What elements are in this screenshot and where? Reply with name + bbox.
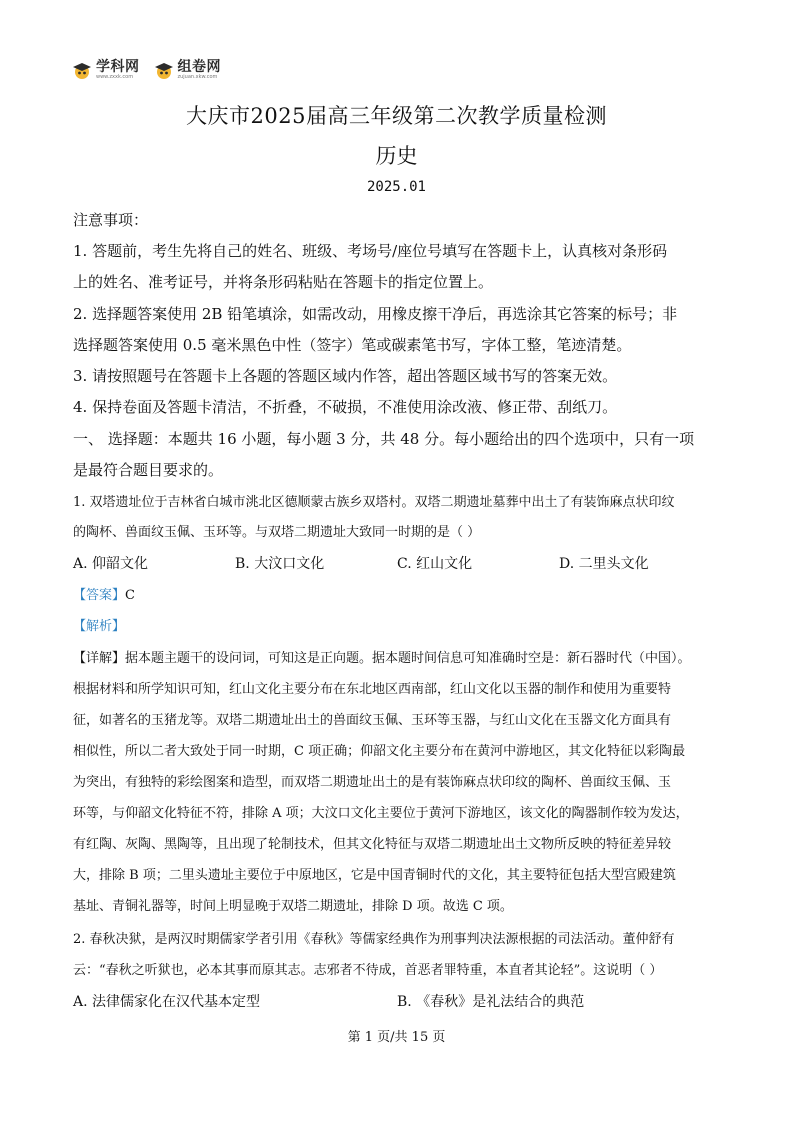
q2-stem: 2. 春秋决狱，是两汉时期儒家学者引用《春秋》等儒家经典作为刑事判决法源根据的司法活动。董仲舒有	[73, 932, 675, 947]
exam-title: 大庆市2025届高三年级第二次教学质量检测	[186, 104, 607, 128]
q1-detail-line: 基址、青铜礼器等，时间上明显晚于双塔二期遗址，排除 D 项。故选 C 项。	[73, 899, 513, 914]
analysis-label: 【解析】	[73, 619, 126, 634]
logo2-text: 组卷网	[177, 59, 221, 75]
q2-option-a: A. 法律儒家化在汉代基本定型	[73, 994, 261, 1010]
logo2-url: zujuan.xkw.com	[177, 74, 218, 80]
answer-label: 【答案】	[73, 588, 126, 603]
page-number: 第 1 页/共 15 页	[347, 1030, 446, 1045]
q1-detail-line: 为突出，有独特的彩绘图案和造型，而双塔二期遗址出土的是有装饰麻点状印纹的陶杯、兽面纹玉佩、玉	[73, 775, 672, 790]
notice-line: 2. 选择题答案使用 2B 铅笔填涂，如需改动，用橡皮擦干净后，再选涂其它答案的标号；非	[73, 305, 678, 323]
q1-detail-line: 大，排除 B 项；二里头遗址主要位于中原地区，它是中国青铜时代的文化，其主要特征包括大型宫殿建筑	[73, 868, 676, 883]
exam-subject: 历史	[375, 144, 418, 168]
exam-date: 2025.01	[366, 179, 426, 195]
zujuanwang-logo	[154, 60, 222, 80]
logo1-url: www.zxxk.com	[96, 74, 134, 80]
q1-option-c: C. 红山文化	[397, 556, 473, 572]
q1-detail-line: 环等，与仰韶文化特征不符，排除 A 项；大汶口文化主要位于黄河下游地区，该文化的陶器制作较为发达，	[73, 806, 689, 821]
answer-value: C	[125, 588, 135, 603]
notice-line: 1. 答题前，考生先将自己的姓名、班级、考场号/座位号填写在答题卡上，认真核对条形码	[73, 242, 668, 260]
q2-option-b: B. 《春秋》是礼法结合的典范	[397, 994, 585, 1010]
q1-detail-line: 相似性，所以二者大致处于同一时期，C 项正确；仰韶文化主要分布在黄河中游地区，其文化特征以彩陶最	[73, 744, 686, 759]
q1-detail-line: 有红陶、灰陶、黑陶等，且出现了轮制技术，但其文化特征与双塔二期遗址出土文物所反映的特征差异较	[73, 837, 672, 852]
logo-row	[72, 60, 221, 80]
q1-option-d: D. 二里头文化	[559, 556, 649, 572]
graduation-cap-icon	[72, 60, 92, 80]
q1-answer-row	[73, 584, 135, 603]
q1-option-a: A. 仰韶文化	[73, 556, 149, 572]
q1-stem: 1. 双塔遗址位于吉林省白城市洮北区德顺蒙古族乡双塔村。双塔二期遗址墓葬中出土了有装饰麻点状印纹	[73, 495, 675, 510]
notice-heading: 注意事项：	[73, 211, 149, 229]
q1-detail-line: 征，如著名的玉猪龙等。双塔二期遗址出土的兽面纹玉佩、玉环等玉器，与红山文化在玉器文化方面具有	[73, 713, 672, 728]
q1-detail-line: 【详解】据本题主题干的设问词，可知这是正向题。据本题时间信息可知准确时空是：新石器时代（中国）。	[73, 651, 691, 666]
notice-line: 3. 请按照题号在答题卡上各题的答题区域内作答，超出答题区域书写的答案无效。	[73, 367, 618, 385]
q1-option-b: B. 大汶口文化	[235, 556, 325, 572]
xuekewang-logo	[72, 60, 140, 80]
graduation-cap-icon	[154, 60, 174, 80]
q1-detail-line: 根据材料和所学知识可知，红山文化主要分布在东北地区西南部，红山文化以玉器的制作和使用为重要特	[73, 682, 672, 697]
notice-line: 选择题答案使用 0.5 毫米黑色中性（签字）笔或碳素笔书写，字体工整，笔迹清楚。	[73, 336, 632, 354]
q2-stem: 云：“春秋之听狱也，必本其事而原其志。志邪者不待成，首恶者罪特重，本直者其论轻”。这说明（ ）	[73, 963, 663, 978]
section-heading: 是最符合题目要求的。	[73, 461, 224, 479]
section-heading: 一、 选择题：本题共 16 小题，每小题 3 分，共 48 分。每小题给出的四个选项中，只有一项	[73, 430, 695, 448]
notice-line: 上的姓名、准考证号，并将条形码粘贴在答题卡的指定位置上。	[73, 273, 494, 291]
q1-stem: 的陶杯、兽面纹玉佩、玉环等。与双塔二期遗址大致同一时期的是（ ）	[73, 525, 481, 540]
logo1-text: 学科网	[96, 59, 140, 75]
notice-line: 4. 保持卷面及答题卡清洁，不折叠，不破损，不准使用涂改液、修正带、刮纸刀。	[73, 398, 618, 416]
